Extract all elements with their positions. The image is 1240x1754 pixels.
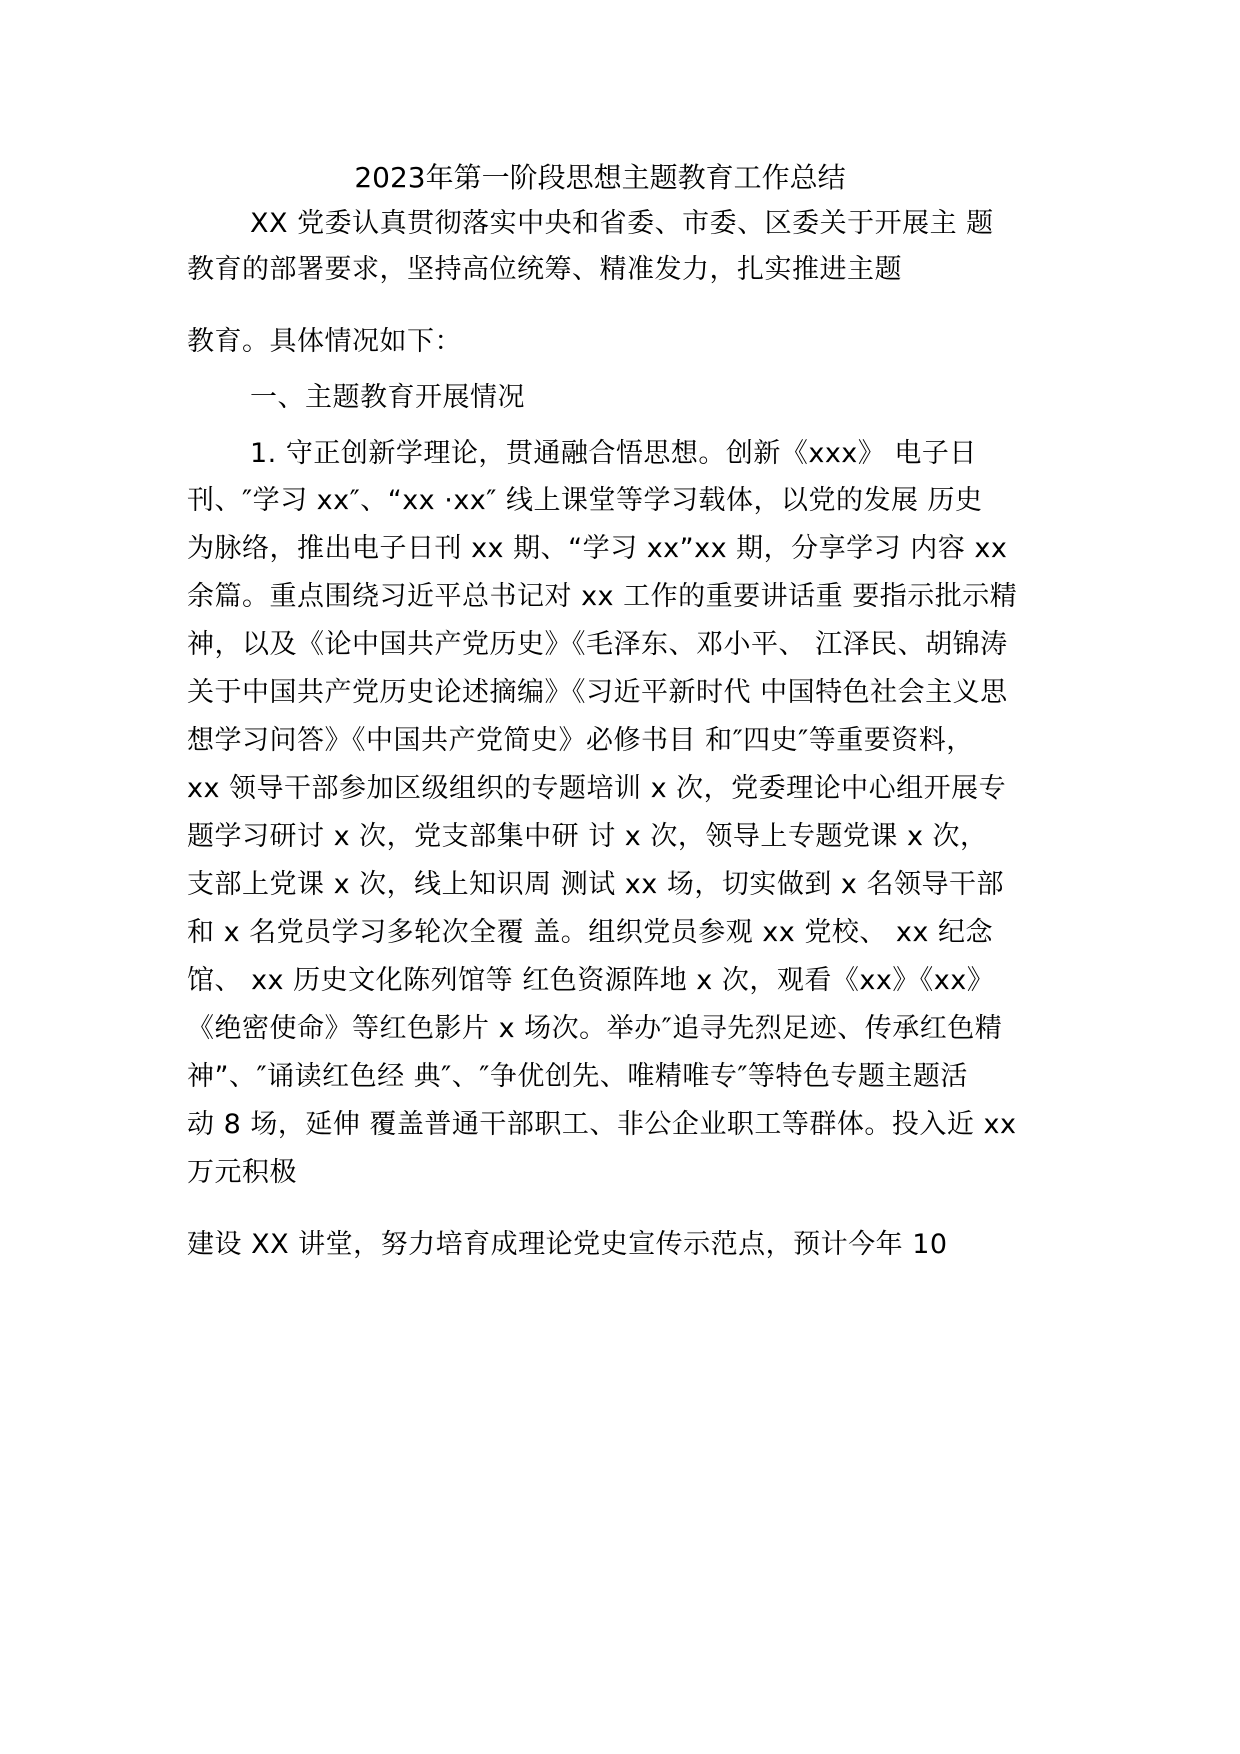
- document-title: 2023年第一阶段思想主题教育工作总结: [354, 161, 846, 194]
- intro-line-1: XX 党委认真贯彻落实中央和省委、市委、区委关于开展主 题: [250, 208, 994, 239]
- last-line: 建设 XX 讲堂，努力培育成理论党史宣传示范点，预计今年 10: [187, 1229, 948, 1260]
- paragraph-line-11: 和 x 名党员学习多轮次全覆 盖。组织党员参观 xx 党校、 xx 纪念: [187, 917, 993, 948]
- intro-line-2: 教育的部署要求，坚持高位统筹、精准发力，扎实推进主题: [187, 254, 902, 285]
- paragraph-line-5: 神，以及《论中国共产党历史》《毛泽东、邓小平、 江泽民、胡锦涛: [187, 629, 1008, 660]
- paragraph-line-13: 《绝密使命》等红色影片 x 场次。举办″追寻先烈足迹、传承红色精: [187, 1013, 1003, 1044]
- paragraph-line-9: 题学习研讨 x 次，党支部集中研 讨 x 次，领导上专题党课 x 次，: [187, 821, 988, 852]
- paragraph-line-6: 关于中国共产党历史论述摘编》《习近平新时代 中国特色社会主义思: [187, 677, 1008, 708]
- paragraph-line-3: 为脉络，推出电子日刊 xx 期、“学习 xx”xx 期，分享学习 内容 xx: [187, 533, 1008, 564]
- paragraph-line-2: 刊、″学习 xx″、“xx ·xx″ 线上课堂等学习载体，以党的发展 历史: [187, 485, 983, 516]
- paragraph-line-8: xx 领导干部参加区级组织的专题培训 x 次，党委理论中心组开展专: [187, 773, 1007, 804]
- paragraph-line-10: 支部上党课 x 次，线上知识周 测试 xx 场，切实做到 x 名领导干部: [187, 869, 1004, 900]
- paragraph-line-4: 余篇。重点围绕习近平总书记对 xx 工作的重要讲话重 要指示批示精: [187, 581, 1018, 612]
- section-heading: 一、主题教育开展情况: [250, 382, 525, 413]
- paragraph-line-15: 动 8 场，延伸 覆盖普通干部职工、非公企业职工等群体。投入近 xx: [187, 1109, 1017, 1140]
- paragraph-line-16: 万元积极: [187, 1157, 297, 1188]
- paragraph-line-14: 神”、″诵读红色经 典″、″争优创先、唯精唯专″等特色专题主题活: [187, 1061, 968, 1092]
- paragraph-line-7: 想学习问答》《中国共产党简史》必修书目 和″四史″等重要资料，: [187, 725, 974, 756]
- paragraph-line-1: 1. 守正创新学理论，贯通融合悟思想。创新《xxx》 电子日: [250, 438, 977, 469]
- intro-line-3: 教育。具体情况如下：: [187, 326, 462, 357]
- paragraph-line-12: 馆、 xx 历史文化陈列馆等 红色资源阵地 x 次，观看《xx》《xx》: [187, 965, 995, 996]
